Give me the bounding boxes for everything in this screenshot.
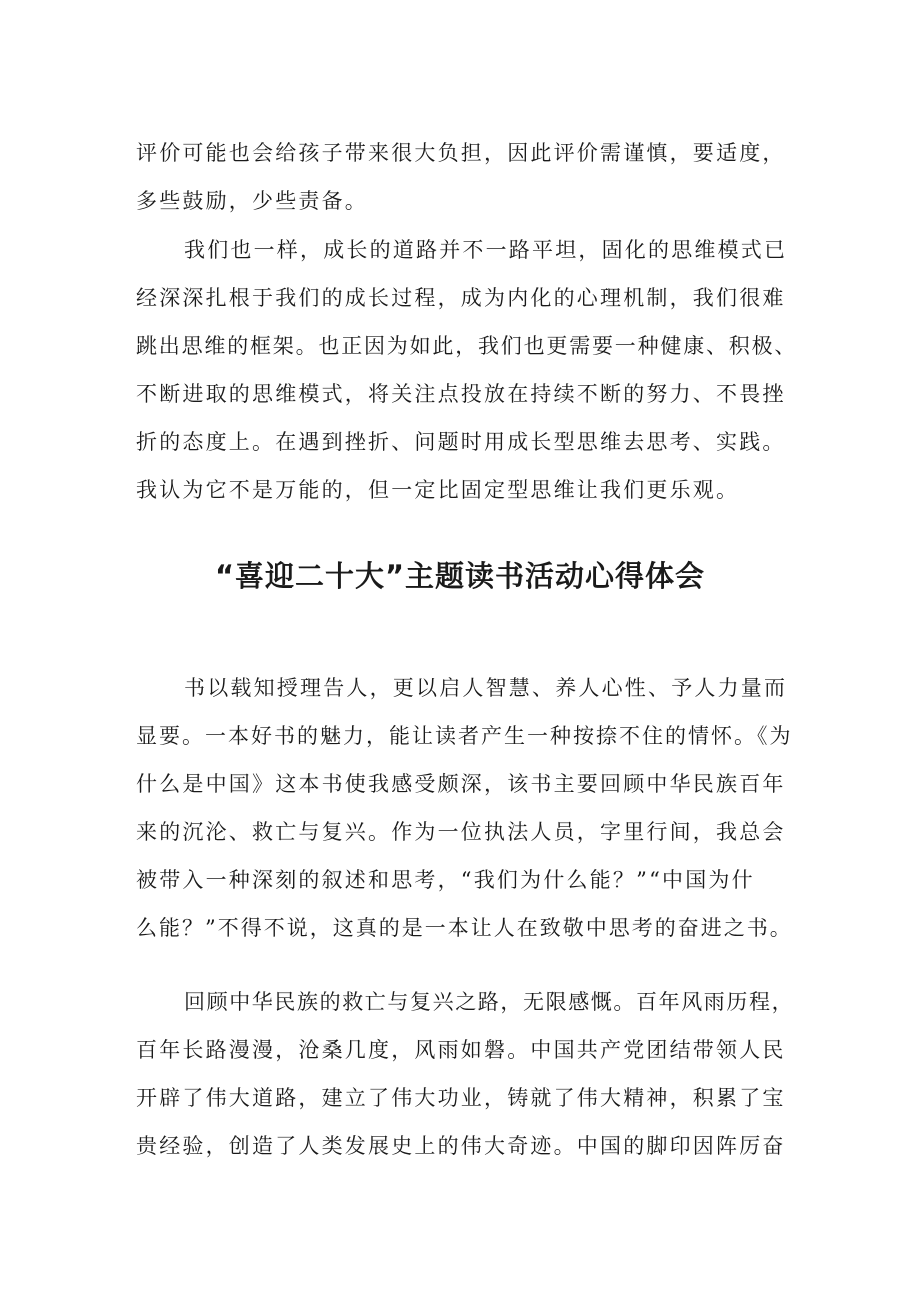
text-line: 么能？”不得不说，这真的是一本让人在致敬中思考的奋进之书。: [136, 916, 793, 940]
text-line: 我认为它不是万能的，但一定比固定型思维让我们更乐观。: [136, 478, 740, 502]
text-line: 显要。一本好书的魅力，能让读者产生一种按捺不住的情怀。《为: [136, 724, 793, 748]
text-line: 回顾中华民族的救亡与复兴之路，无限感慨。百年风雨历程，: [184, 990, 795, 1014]
text-line: 跳出思维的框架。也正因为如此，我们也更需要一种健康、积极、: [136, 334, 798, 358]
text-line: 经深深扎根于我们的成长过程，成为内化的心理机制，我们很难: [136, 286, 786, 310]
text-line: 来的沉沦、救亡与复兴。作为一位执法人员，字里行间，我总会: [136, 820, 786, 844]
text-line: 贵经验，创造了人类发展史上的伟大奇迹。中国的脚印因阵厉奋: [136, 1134, 786, 1158]
text-line: 评价可能也会给孩子带来很大负担，因此评价需谨慎，要适度，: [136, 141, 786, 165]
text-line: 多些鼓励，少些责备。: [136, 189, 368, 213]
text-line: 不断进取的思维模式，将关注点投放在持续不断的努力、不畏挫: [136, 382, 786, 406]
text-line: 什么是中国》这本书使我感受颇深，该书主要回顾中华民族百年: [136, 772, 786, 796]
article-title: “喜迎二十大”主题读书活动心得体会: [214, 559, 706, 593]
text-line: 书以载知授理告人，更以启人智慧、养人心性、予人力量而: [184, 676, 788, 700]
text-line: 折的态度上。在遇到挫折、问题时用成长型思维去思考、实践。: [136, 430, 786, 454]
text-line: 开辟了伟大道路，建立了伟大功业，铸就了伟大精神，积累了宝: [136, 1086, 786, 1110]
text-line: 百年长路漫漫，沧桑几度，风雨如磐。中国共产党团结带领人民: [136, 1038, 786, 1062]
text-line: 被带入一种深刻的叙述和思考，“我们为什么能？”“中国为什: [136, 868, 755, 892]
text-line: 我们也一样，成长的道路并不一路平坦，固化的思维模式已: [184, 238, 788, 262]
